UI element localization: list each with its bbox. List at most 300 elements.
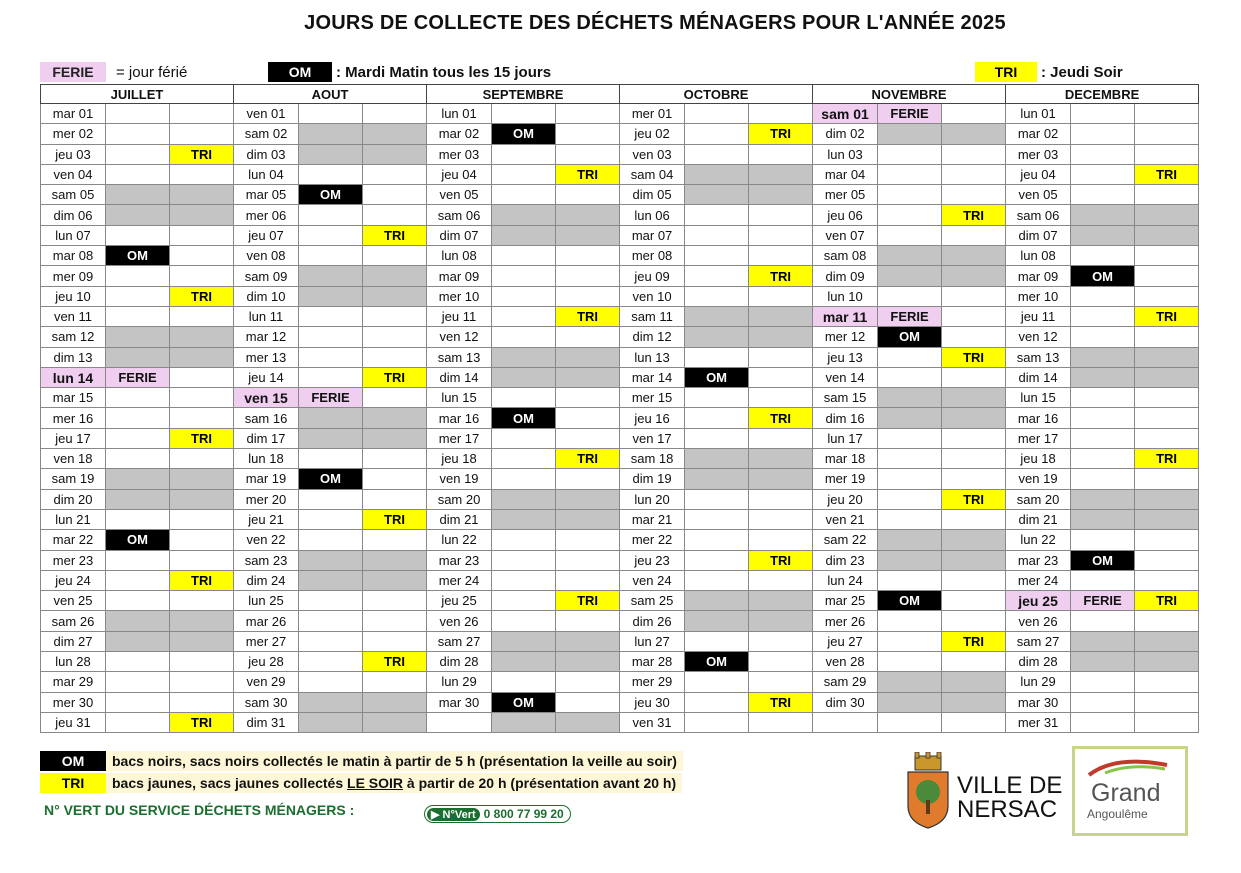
- om-legend-text: : Mardi Matin tous les 15 jours: [336, 63, 552, 81]
- table-row: [41, 225, 1199, 245]
- empty-slot: [685, 246, 749, 266]
- ferie-marker: FERIE: [1071, 591, 1135, 611]
- empty-slot: [170, 266, 234, 286]
- empty-slot: [749, 672, 813, 692]
- weekend-slot: [106, 611, 170, 631]
- day-label: ven 31: [620, 712, 685, 732]
- tri-collection: TRI: [363, 367, 427, 387]
- day-label: dim 10: [234, 286, 299, 306]
- empty-slot: [685, 672, 749, 692]
- day-label: jeu 09: [620, 266, 685, 286]
- table-row: [41, 428, 1199, 448]
- day-label: mer 05: [813, 185, 878, 205]
- day-label: ven 21: [813, 509, 878, 529]
- empty-slot: [299, 164, 363, 184]
- day-label: ven 26: [427, 611, 492, 631]
- day-label: ven 19: [427, 469, 492, 489]
- weekend-slot: [170, 631, 234, 651]
- empty-slot: [363, 347, 427, 367]
- empty-slot: [299, 530, 363, 550]
- day-label: mar 30: [1006, 692, 1071, 712]
- empty-slot: [1135, 327, 1199, 347]
- empty-slot: [942, 225, 1006, 245]
- empty-slot: [492, 530, 556, 550]
- tri-collection: TRI: [556, 164, 620, 184]
- day-label: mar 19: [234, 469, 299, 489]
- empty-slot: [685, 489, 749, 509]
- vert-number-badge[interactable]: [424, 805, 571, 823]
- weekend-slot: [685, 164, 749, 184]
- day-label: sam 04: [620, 164, 685, 184]
- day-label: dim 14: [1006, 367, 1071, 387]
- tri-collection: TRI: [749, 266, 813, 286]
- empty-slot: [685, 570, 749, 590]
- weekend-slot: [942, 550, 1006, 570]
- empty-slot: [1135, 672, 1199, 692]
- empty-slot: [685, 530, 749, 550]
- day-label: mar 05: [234, 185, 299, 205]
- empty-slot: [299, 104, 363, 124]
- tri-collection: TRI: [556, 449, 620, 469]
- day-label: sam 23: [234, 550, 299, 570]
- day-label: sam 19: [41, 469, 106, 489]
- weekend-slot: [299, 266, 363, 286]
- empty-slot: [685, 550, 749, 570]
- empty-slot: [942, 164, 1006, 184]
- tri-collection: TRI: [1135, 164, 1199, 184]
- day-label: jeu 02: [620, 124, 685, 144]
- day-label: mar 22: [41, 530, 106, 550]
- nersac-text: [957, 774, 1062, 822]
- empty-slot: [170, 104, 234, 124]
- day-label: mer 13: [234, 347, 299, 367]
- empty-slot: [170, 367, 234, 387]
- weekend-slot: [492, 712, 556, 732]
- legend-tri: [975, 60, 1123, 84]
- empty-slot: [106, 104, 170, 124]
- empty-slot: [556, 530, 620, 550]
- table-row: [41, 631, 1199, 651]
- day-label: lun 08: [1006, 246, 1071, 266]
- day-label: dim 20: [41, 489, 106, 509]
- empty-slot: [556, 428, 620, 448]
- weekend-slot: [556, 367, 620, 387]
- day-label: sam 13: [1006, 347, 1071, 367]
- day-label: ven 05: [1006, 185, 1071, 205]
- empty-slot: [556, 124, 620, 144]
- weekend-slot: [492, 225, 556, 245]
- table-row: [41, 246, 1199, 266]
- day-label: lun 17: [813, 428, 878, 448]
- day-label: lun 04: [234, 164, 299, 184]
- vert-tag-text: N°Vert: [442, 808, 476, 821]
- tri-collection: TRI: [749, 550, 813, 570]
- day-label: mar 02: [427, 124, 492, 144]
- day-label: ven 24: [620, 570, 685, 590]
- empty-slot: [749, 631, 813, 651]
- empty-slot: [685, 692, 749, 712]
- weekend-slot: [1071, 367, 1135, 387]
- empty-slot: [363, 449, 427, 469]
- footer-om-chip: OM: [40, 751, 106, 771]
- weekend-slot: [878, 266, 942, 286]
- table-row: [41, 652, 1199, 672]
- tri-collection: TRI: [170, 570, 234, 590]
- empty-slot: [1071, 692, 1135, 712]
- day-label: dim 12: [620, 327, 685, 347]
- empty-slot: [1135, 185, 1199, 205]
- om-collection: OM: [492, 692, 556, 712]
- table-row: [41, 266, 1199, 286]
- nersac-line2: NERSAC: [957, 796, 1058, 823]
- tri-collection: TRI: [942, 205, 1006, 225]
- weekend-slot: [1071, 489, 1135, 509]
- empty-slot: [556, 327, 620, 347]
- om-collection: OM: [299, 469, 363, 489]
- empty-slot: [685, 408, 749, 428]
- ferie-legend-text: = jour férié: [116, 63, 188, 81]
- footer-tri-chip: TRI: [40, 773, 106, 793]
- empty-slot: [492, 570, 556, 590]
- table-row: [41, 489, 1199, 509]
- day-label: lun 07: [41, 225, 106, 245]
- empty-slot: [556, 144, 620, 164]
- table-row: [41, 327, 1199, 347]
- footer-om-desc: bacs noirs, sacs noirs collectés le matin à partir de 5 h (présentation la veille au soir): [106, 751, 683, 771]
- empty-slot: [685, 712, 749, 732]
- weekend-slot: [685, 469, 749, 489]
- tri-collection: TRI: [749, 124, 813, 144]
- day-label: mer 12: [813, 327, 878, 347]
- day-label: dim 05: [620, 185, 685, 205]
- day-label: lun 11: [234, 306, 299, 326]
- day-label: jeu 20: [813, 489, 878, 509]
- weekend-slot: [170, 489, 234, 509]
- day-label: dim 09: [813, 266, 878, 286]
- empty-slot: [299, 611, 363, 631]
- empty-slot: [556, 692, 620, 712]
- footer-tri-legend: [40, 773, 682, 793]
- nersac-crest-icon: [905, 752, 951, 830]
- empty-slot: [749, 367, 813, 387]
- weekend-slot: [942, 408, 1006, 428]
- weekend-slot: [749, 306, 813, 326]
- empty-slot: [299, 631, 363, 651]
- day-label: sam 05: [41, 185, 106, 205]
- empty-slot: [749, 104, 813, 124]
- empty-slot: [1135, 246, 1199, 266]
- empty-slot: [878, 652, 942, 672]
- empty-slot: [878, 469, 942, 489]
- empty-slot: [363, 185, 427, 205]
- day-label: mer 26: [813, 611, 878, 631]
- day-label: dim 28: [427, 652, 492, 672]
- empty-slot: [556, 388, 620, 408]
- empty-slot: [363, 631, 427, 651]
- empty-slot: [556, 104, 620, 124]
- day-label: mer 27: [234, 631, 299, 651]
- tri-collection: TRI: [942, 631, 1006, 651]
- weekend-slot: [1135, 652, 1199, 672]
- weekend-slot: [942, 246, 1006, 266]
- weekend-slot: [942, 388, 1006, 408]
- tri-collection: TRI: [1135, 306, 1199, 326]
- empty-slot: [1135, 124, 1199, 144]
- day-label: jeu 27: [813, 631, 878, 651]
- empty-slot: [1071, 286, 1135, 306]
- empty-slot: [106, 266, 170, 286]
- empty-slot: [299, 225, 363, 245]
- empty-slot: [749, 225, 813, 245]
- empty-slot: [942, 306, 1006, 326]
- om-collection: OM: [685, 652, 749, 672]
- empty-slot: [299, 306, 363, 326]
- day-label: jeu 11: [1006, 306, 1071, 326]
- empty-slot: [749, 489, 813, 509]
- legend-om: [268, 60, 551, 84]
- day-label: mar 18: [813, 449, 878, 469]
- day-label: mar 04: [813, 164, 878, 184]
- empty-slot: [363, 611, 427, 631]
- day-label: dim 06: [41, 205, 106, 225]
- empty-slot: [942, 144, 1006, 164]
- empty-slot: [106, 672, 170, 692]
- empty-slot: [1071, 185, 1135, 205]
- day-label: jeu 11: [427, 306, 492, 326]
- empty-slot: [170, 164, 234, 184]
- tri-collection: TRI: [170, 712, 234, 732]
- day-label: lun 15: [427, 388, 492, 408]
- day-label: dim 07: [427, 225, 492, 245]
- day-label: ven 26: [1006, 611, 1071, 631]
- day-label: mar 16: [427, 408, 492, 428]
- empty-slot: [1135, 611, 1199, 631]
- tri-collection: TRI: [363, 509, 427, 529]
- day-label: mer 24: [427, 570, 492, 590]
- nersac-line1: VILLE DE: [957, 772, 1063, 799]
- empty-slot: [878, 712, 942, 732]
- weekend-slot: [299, 286, 363, 306]
- day-label: lun 24: [813, 570, 878, 590]
- day-label: dim 13: [41, 347, 106, 367]
- day-label: lun 01: [1006, 104, 1071, 124]
- table-row: [41, 286, 1199, 306]
- empty-slot: [942, 185, 1006, 205]
- empty-slot: [1071, 144, 1135, 164]
- empty-slot: [106, 509, 170, 529]
- weekend-slot: [749, 327, 813, 347]
- weekend-slot: [749, 611, 813, 631]
- empty-slot: [685, 124, 749, 144]
- weekend-slot: [299, 144, 363, 164]
- empty-slot: [170, 225, 234, 245]
- empty-slot: [363, 104, 427, 124]
- day-label: jeu 03: [41, 144, 106, 164]
- empty-slot: [106, 712, 170, 732]
- weekend-slot: [556, 652, 620, 672]
- empty-slot: [106, 124, 170, 144]
- empty-slot: [556, 286, 620, 306]
- empty-slot: [1071, 246, 1135, 266]
- day-label: ven 22: [234, 530, 299, 550]
- day-label: sam 08: [813, 246, 878, 266]
- weekend-slot: [299, 550, 363, 570]
- empty-slot: [878, 449, 942, 469]
- vert-tag: ▶ N°Vert: [427, 808, 480, 821]
- day-label: sam 16: [234, 408, 299, 428]
- empty-slot: [1135, 286, 1199, 306]
- empty-slot: [749, 347, 813, 367]
- footer-tri-desc: [106, 773, 682, 793]
- om-collection: OM: [685, 367, 749, 387]
- empty-slot: [749, 286, 813, 306]
- day-label: mer 10: [427, 286, 492, 306]
- tri-chip: TRI: [975, 62, 1037, 82]
- empty-slot: [363, 327, 427, 347]
- weekend-slot: [363, 550, 427, 570]
- day-label: dim 07: [1006, 225, 1071, 245]
- empty-slot: [299, 246, 363, 266]
- tri-collection: TRI: [363, 652, 427, 672]
- day-label: lun 13: [620, 347, 685, 367]
- day-label: ven 14: [813, 367, 878, 387]
- empty-slot: [749, 509, 813, 529]
- weekend-slot: [363, 408, 427, 428]
- weekend-slot: [942, 266, 1006, 286]
- weekend-slot: [942, 672, 1006, 692]
- day-label: mar 09: [1006, 266, 1071, 286]
- empty-slot: [878, 164, 942, 184]
- day-label: ven 05: [427, 185, 492, 205]
- day-label: jeu 17: [41, 428, 106, 448]
- day-label: mar 09: [427, 266, 492, 286]
- empty-slot: [685, 225, 749, 245]
- weekend-slot: [556, 509, 620, 529]
- weekend-slot: [492, 205, 556, 225]
- table-row: [41, 164, 1199, 184]
- empty-slot: [942, 611, 1006, 631]
- empty-slot: [685, 509, 749, 529]
- tri-collection: TRI: [749, 692, 813, 712]
- weekend-slot: [299, 692, 363, 712]
- ferie-marker: FERIE: [106, 367, 170, 387]
- weekend-slot: [106, 185, 170, 205]
- weekend-slot: [363, 286, 427, 306]
- weekend-slot: [749, 469, 813, 489]
- empty-slot: [942, 286, 1006, 306]
- day-label: dim 21: [427, 509, 492, 529]
- day-label: ven 19: [1006, 469, 1071, 489]
- day-label: mer 10: [1006, 286, 1071, 306]
- empty-slot: [749, 712, 813, 732]
- vert-label: N° VERT DU SERVICE DÉCHETS MÉNAGERS :: [44, 802, 355, 818]
- empty-slot: [299, 509, 363, 529]
- day-label: lun 08: [427, 246, 492, 266]
- weekend-slot: [878, 672, 942, 692]
- empty-slot: [942, 327, 1006, 347]
- day-label: jeu 28: [234, 652, 299, 672]
- tri-collection: TRI: [1135, 591, 1199, 611]
- day-label: sam 01: [813, 104, 878, 124]
- tri-collection: TRI: [170, 286, 234, 306]
- weekend-slot: [685, 327, 749, 347]
- day-label: mer 31: [1006, 712, 1071, 732]
- weekend-slot: [170, 347, 234, 367]
- empty-slot: [878, 347, 942, 367]
- table-row: [41, 367, 1199, 387]
- empty-slot: [556, 266, 620, 286]
- empty-slot: [556, 469, 620, 489]
- table-row: [41, 591, 1199, 611]
- day-label: mer 08: [620, 246, 685, 266]
- day-label: mer 22: [620, 530, 685, 550]
- empty-slot: [1135, 530, 1199, 550]
- weekend-slot: [106, 347, 170, 367]
- empty-slot: [878, 509, 942, 529]
- weekend-slot: [878, 124, 942, 144]
- day-label: mer 17: [427, 428, 492, 448]
- weekend-slot: [556, 489, 620, 509]
- day-label: jeu 21: [234, 509, 299, 529]
- day-label: jeu 18: [427, 449, 492, 469]
- table-row: [41, 347, 1199, 367]
- empty-slot: [299, 489, 363, 509]
- table-row: [41, 530, 1199, 550]
- day-label: ven 11: [41, 306, 106, 326]
- day-label: mer 23: [41, 550, 106, 570]
- empty-slot: [749, 205, 813, 225]
- day-label: mar 23: [427, 550, 492, 570]
- weekend-slot: [878, 550, 942, 570]
- day-label: mar 29: [41, 672, 106, 692]
- weekend-slot: [1071, 225, 1135, 245]
- empty-slot: [942, 367, 1006, 387]
- day-label: ven 07: [813, 225, 878, 245]
- empty-slot: [106, 388, 170, 408]
- empty-slot: [685, 631, 749, 651]
- tri-legend-text: : Jeudi Soir: [1041, 63, 1123, 81]
- day-label: jeu 16: [620, 408, 685, 428]
- empty-slot: [1071, 712, 1135, 732]
- day-label: jeu 06: [813, 205, 878, 225]
- day-label: mar 23: [1006, 550, 1071, 570]
- day-label: mar 30: [427, 692, 492, 712]
- weekend-slot: [170, 469, 234, 489]
- collection-calendar: [40, 84, 1199, 733]
- empty-slot: [1071, 104, 1135, 124]
- day-label: mer 09: [41, 266, 106, 286]
- empty-slot: [1135, 266, 1199, 286]
- empty-slot: [170, 246, 234, 266]
- tri-collection: TRI: [942, 347, 1006, 367]
- empty-slot: [106, 408, 170, 428]
- day-label: lun 22: [427, 530, 492, 550]
- empty-slot: [685, 144, 749, 164]
- day-label: mar 14: [620, 367, 685, 387]
- empty-slot: [170, 692, 234, 712]
- empty-slot: [1071, 408, 1135, 428]
- day-label: [813, 712, 878, 732]
- empty-slot: [749, 652, 813, 672]
- empty-slot: [1071, 449, 1135, 469]
- weekend-slot: [299, 124, 363, 144]
- tri-collection: TRI: [363, 225, 427, 245]
- empty-slot: [749, 570, 813, 590]
- empty-slot: [106, 591, 170, 611]
- weekend-slot: [1135, 489, 1199, 509]
- om-collection: OM: [299, 185, 363, 205]
- empty-slot: [492, 449, 556, 469]
